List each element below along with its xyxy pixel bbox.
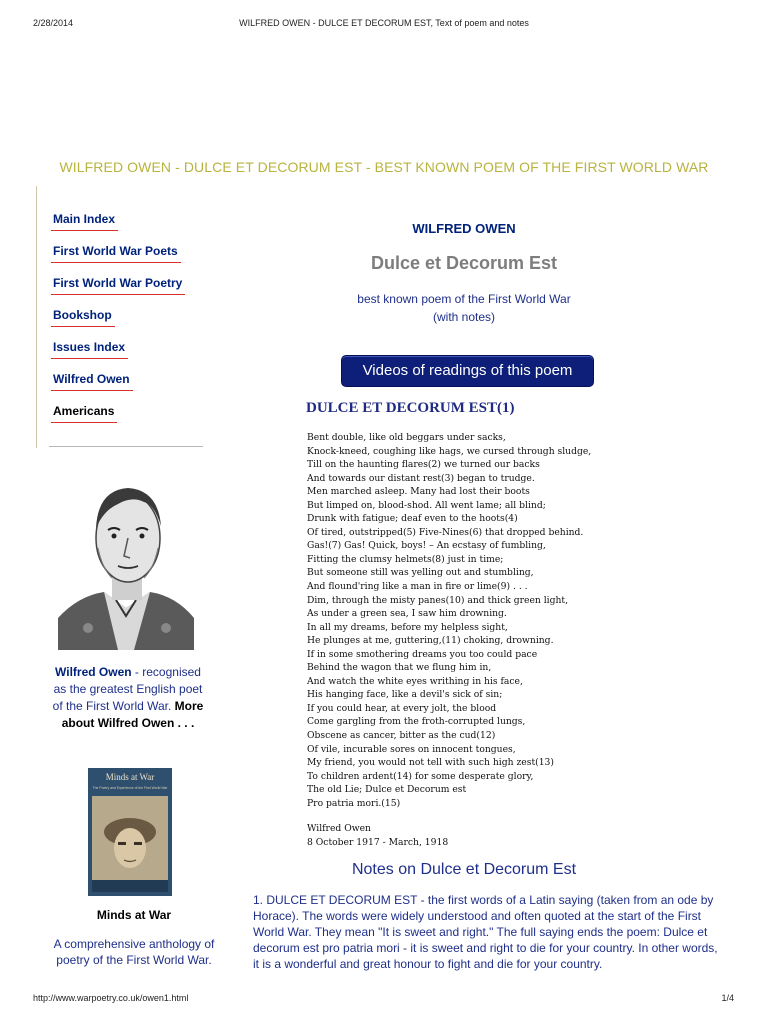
owen-caption-name[interactable]: Wilfred Owen — [55, 665, 132, 679]
poem-line: The old Lie; Dulce et Decorum est — [307, 784, 467, 796]
book-description: A comprehensive anthology of poetry of the First World War. — [53, 937, 215, 967]
poem-line: Gas!(7) Gas! Quick, boys! – An ecstasy of fumbling, — [307, 540, 546, 552]
nav-wilfred-owen[interactable]: Wilfred Owen — [51, 368, 133, 391]
poem-line: His hanging face, like a devil's sick of sin; — [307, 689, 503, 701]
book-title: Minds at War — [96, 908, 172, 922]
poem-line: Drunk with fatigue; deaf even to the hoots(4) — [307, 513, 518, 525]
notes-heading: Notes on Dulce et Decorum Est — [351, 861, 577, 878]
nav-americans[interactable]: Americans — [51, 400, 117, 423]
poem-line: Knock-kneed, coughing like hags, we cursed through sludge, — [307, 445, 592, 457]
page-subtitle — [220, 290, 708, 326]
poem-line: Till on the haunting flares(2) we turned our backs — [307, 459, 540, 471]
nav-issues-index[interactable]: Issues Index — [51, 336, 128, 359]
poem-line: But someone still was yelling out and stumbling, — [307, 567, 534, 579]
poem-line: Of tired, outstripped(5) Five-Nines(6) that dropped behind. — [307, 526, 584, 538]
owen-caption — [48, 664, 208, 732]
nav-first-world-war-poetry[interactable]: First World War Poetry — [51, 272, 185, 295]
book-cover-subtitle: The Poetry and Experience of the First World War — [92, 786, 168, 790]
nav-first-world-war-poets[interactable]: First World War Poets — [51, 240, 181, 263]
poem-heading: DULCE ET DECORUM EST(1) — [306, 400, 515, 416]
poem-line: As under a green sea, I saw him drowning. — [307, 608, 507, 620]
print-url: http://www.warpoetry.co.uk/owen1.html — [33, 993, 189, 1003]
poem-line: To children ardent(14) for some desperate glory, — [307, 770, 534, 782]
nav-bookshop[interactable]: Bookshop — [51, 304, 115, 327]
poem-line: Pro patria mori.(15) — [307, 797, 401, 809]
signature-date: 8 October 1917 - March, 1918 — [307, 836, 449, 848]
note-1: 1. DULCE ET DECORUM EST - the first words of a Latin saying (taken from an ode by Horace). The words were widely understood and often quoted at the start of the First World War. They mean "It is sweet and right." The full saying ends the poem: Dulce et decorum est pro patria mori - it is sweet and right to die for your country. In other words, it is a wonderful and great honour to fight and die for your country. — [253, 893, 718, 971]
nav-main-index[interactable]: Main Index — [51, 208, 118, 231]
poem-line: But limped on, blood-shod. All went lame; all blind; — [307, 499, 546, 511]
author-name: WILFRED OWEN — [412, 221, 516, 236]
poem-line: Bent double, like old beggars under sacks, — [307, 432, 506, 443]
page-banner: WILFRED OWEN - DULCE ET DECORUM EST - BEST KNOWN POEM OF THE FIRST WORLD WAR — [59, 159, 709, 175]
poem-line: Behind the wagon that we flung him in, — [307, 662, 492, 674]
print-page-number: 1/4 — [721, 993, 734, 1003]
minds-at-war-book-cover[interactable] — [88, 768, 172, 896]
poem-line: Fitting the clumsy helmets(8) just in time; — [307, 553, 504, 565]
print-date: 2/28/2014 — [33, 18, 74, 28]
poem-text — [307, 431, 591, 810]
poem-line: Come gargling from the froth-corrupted lungs, — [307, 716, 526, 728]
poem-signature — [307, 822, 448, 849]
poem-line: And towards our distant rest(3) began to trudge. — [307, 472, 535, 484]
print-page-title: WILFRED OWEN - DULCE ET DECORUM EST, Text of poem and notes — [239, 18, 529, 28]
subtitle-line-1: best known poem of the First World War — [357, 292, 571, 306]
poem-line: And watch the white eyes writhing in his face, — [307, 675, 523, 687]
sidebar-nav — [51, 208, 185, 432]
more-about-owen-link[interactable]: More about Wilfred Owen . . . — [61, 699, 204, 730]
poem-line: If in some smothering dreams you too could pace — [307, 648, 538, 660]
poem-line: Obscene as cancer, bitter as the cud(12) — [307, 730, 496, 742]
subtitle-line-2: (with notes) — [432, 310, 496, 324]
poem-line: He plunges at me, guttering,(11) choking, drowning. — [307, 635, 554, 647]
poem-line: Dim, through the misty panes(10) and thick green light, — [307, 594, 569, 606]
wilfred-owen-portrait[interactable] — [58, 468, 194, 650]
poem-line: And flound'ring like a man in fire or lime(9) . . . — [307, 581, 528, 593]
poem-line: My friend, you would not tell with such high zest(13) — [307, 757, 554, 769]
owen-caption-text: - recognised as the greatest English poet of the First World War. — [52, 665, 203, 713]
signature-name: Wilfred Owen — [307, 823, 371, 834]
poem-line: Of vile, incurable sores on innocent tongues, — [307, 743, 516, 755]
sidebar — [36, 186, 215, 996]
poem-line: In all my dreams, before my helpless sight, — [307, 621, 508, 633]
page-title: Dulce et Decorum Est — [370, 253, 558, 273]
poem-line: If you could hear, at every jolt, the blood — [307, 702, 497, 714]
sidebar-divider — [36, 186, 37, 448]
videos-of-readings-button[interactable]: Videos of readings of this poem — [341, 355, 594, 387]
poem-line: Men marched asleep. Many had lost their boots — [307, 486, 530, 498]
sidebar-rule — [49, 446, 203, 447]
book-cover-title: Minds at War — [105, 772, 155, 782]
